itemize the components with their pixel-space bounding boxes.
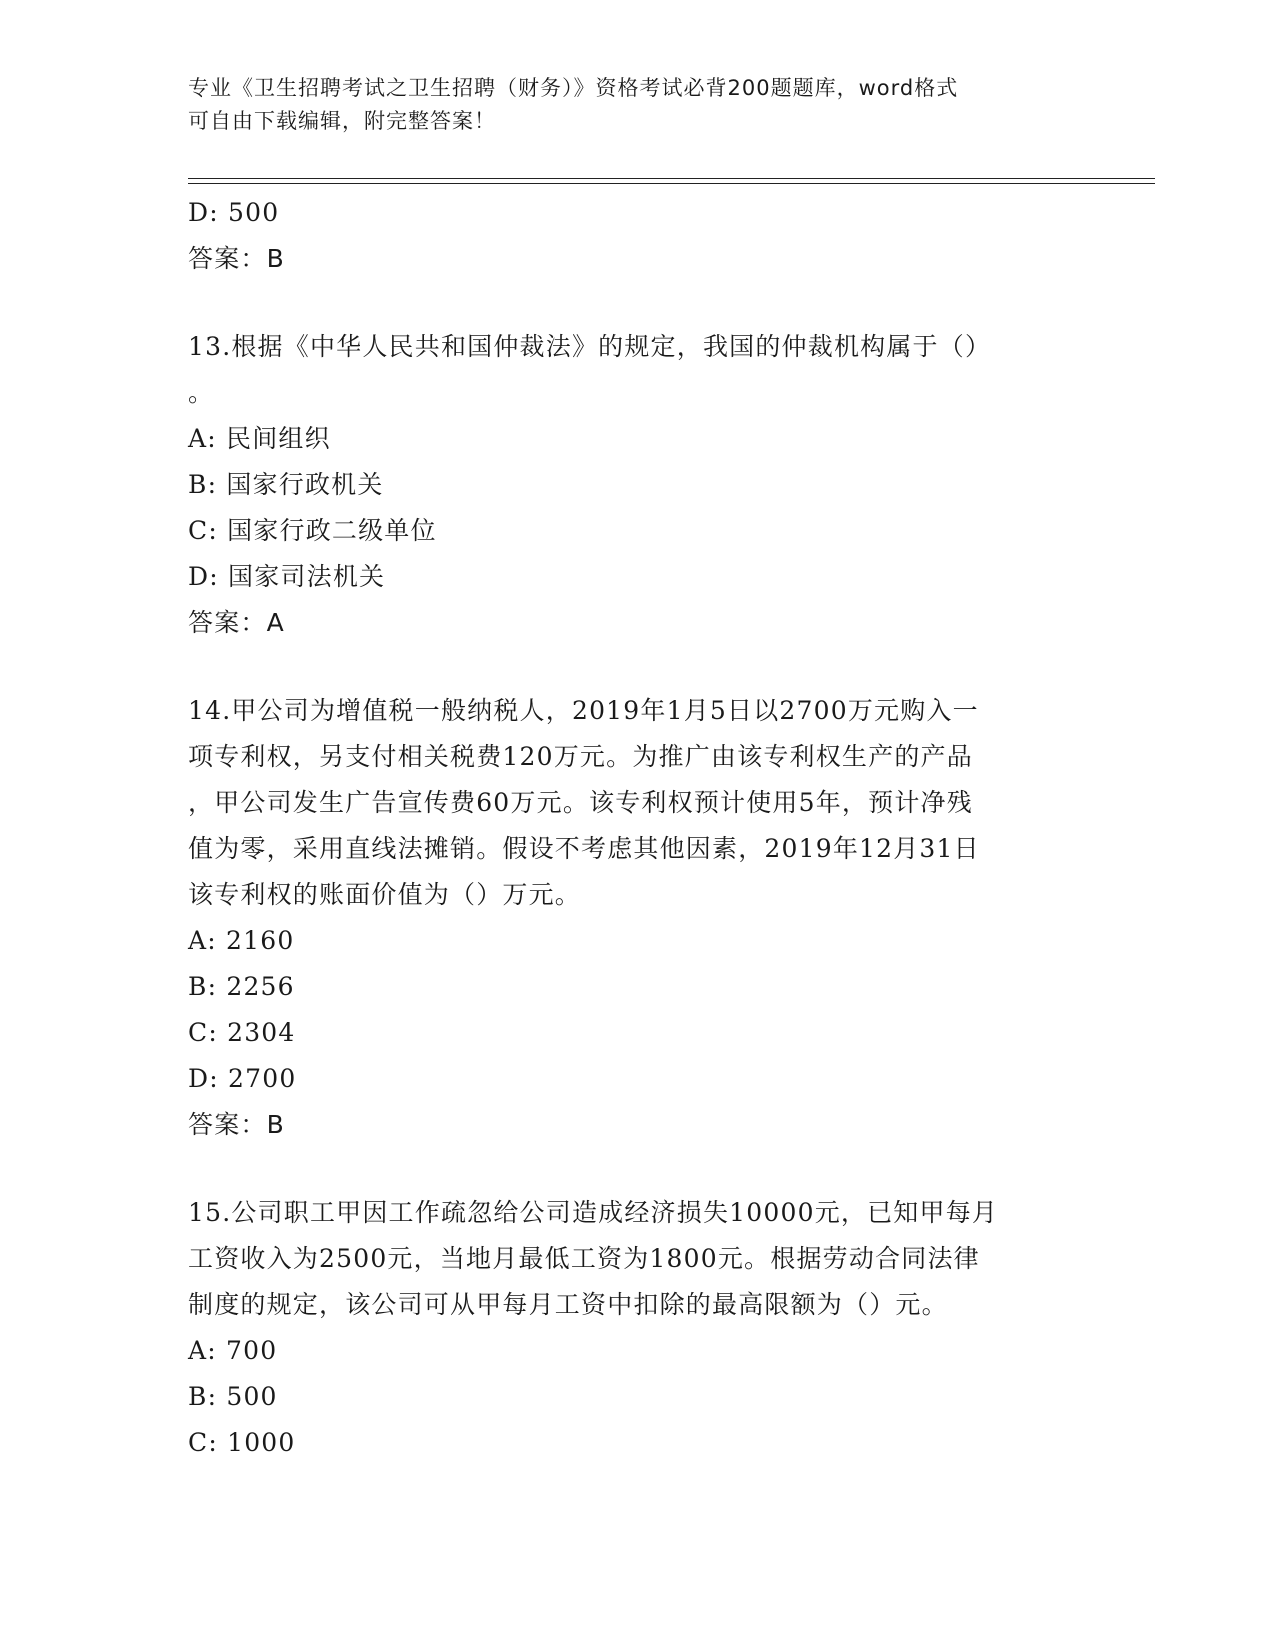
q15-stem-line: 工资收入为2500元，当地月最低工资为1800元。根据劳动合同法律	[188, 1244, 980, 1273]
q13-stem-line: 。	[188, 378, 215, 407]
q12-answer: 答案：B	[188, 244, 285, 273]
q13-stem-line: 13.根据《中华人民共和国仲裁法》的规定，我国的仲裁机构属于（）	[188, 332, 992, 361]
q15-option-a: A: 700	[188, 1336, 278, 1365]
spacer	[188, 1148, 1088, 1190]
q15-option-c: C: 1000	[188, 1428, 296, 1457]
q14-option-d: D: 2700	[188, 1064, 297, 1093]
q15-stem-line: 15.公司职工甲因工作疏忽给公司造成经济损失10000元，已知甲每月	[188, 1198, 999, 1227]
q14-stem-line: 14.甲公司为增值税一般纳税人，2019年1月5日以2700万元购入一	[188, 696, 979, 725]
header-line-2: 可自由下载编辑，附完整答案！	[188, 109, 496, 133]
header-divider-top	[188, 178, 1155, 179]
q15-option-b: B: 500	[188, 1382, 278, 1411]
q13-option-a: A: 民间组织	[188, 424, 331, 453]
q12-option-d: D: 500	[188, 198, 280, 227]
header-divider-bottom	[188, 183, 1155, 184]
q13-option-d: D: 国家司法机关	[188, 562, 386, 591]
q13-answer: 答案：A	[188, 608, 285, 637]
q14-stem-line: ，甲公司发生广告宣传费60万元。该专利权预计使用5年，预计净残	[188, 788, 973, 817]
q13-option-c: C: 国家行政二级单位	[188, 516, 437, 545]
q15-stem	[188, 1190, 1088, 1328]
q14-stem-line: 值为零，采用直线法摊销。假设不考虑其他因素，2019年12月31日	[188, 834, 980, 863]
q15-stem-line: 制度的规定，该公司可从甲每月工资中扣除的最高限额为（）元。	[188, 1290, 948, 1319]
spacer	[188, 646, 1088, 688]
q14-option-a: A: 2160	[188, 926, 295, 955]
q13-option-b: B: 国家行政机关	[188, 470, 384, 499]
q14-option-c: C: 2304	[188, 1018, 296, 1047]
q14-stem-line: 该专利权的账面价值为（）万元。	[188, 880, 582, 909]
q14-stem-line: 项专利权，另支付相关税费120万元。为推广由该专利权生产的产品	[188, 742, 973, 771]
question-content	[188, 190, 1088, 1466]
q14-answer: 答案：B	[188, 1110, 285, 1139]
q14-stem	[188, 688, 1088, 918]
page-header	[188, 72, 1068, 138]
q13-stem	[188, 324, 1088, 416]
q14-option-b: B: 2256	[188, 972, 295, 1001]
spacer	[188, 282, 1088, 324]
header-line-1: 专业《卫生招聘考试之卫生招聘（财务）》资格考试必背200题题库，word格式	[188, 76, 959, 100]
